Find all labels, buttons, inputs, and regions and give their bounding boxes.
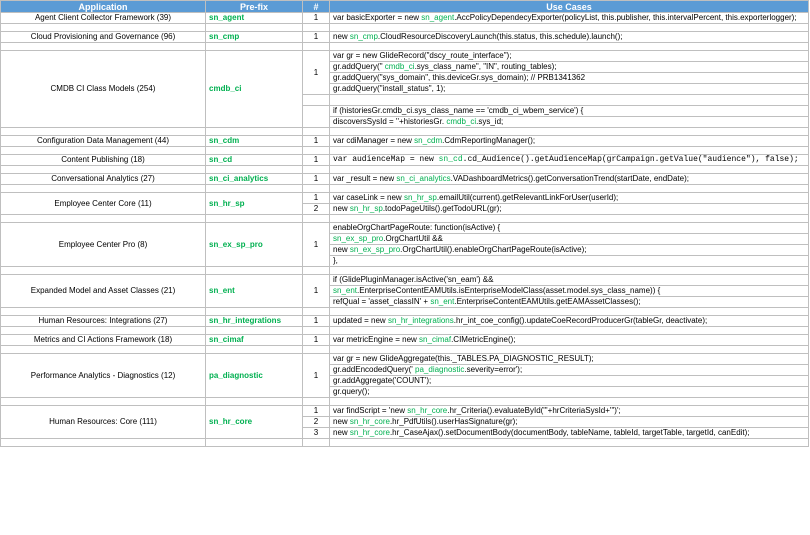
- spacer-cell: [206, 128, 303, 136]
- code-text: .AccPolicyDependecyExporter(policyList, this.publisher, this.intervalPercent, this.exporterlogger);: [454, 13, 797, 22]
- spacer-cell: [303, 147, 330, 155]
- spacer-cell: [330, 267, 809, 275]
- use-case-line: [330, 136, 809, 147]
- application-name: Human Resources: Integrations (27): [1, 316, 206, 327]
- prefix-cell: sn_cimaf: [206, 335, 303, 346]
- spacer-cell: [303, 24, 330, 32]
- use-case-number: 1: [303, 406, 330, 417]
- spacer-cell: [206, 267, 303, 275]
- spacer-cell: [330, 166, 809, 174]
- use-case-line: [330, 297, 809, 308]
- code-text: gr.query();: [333, 387, 370, 396]
- spacer-row: [1, 24, 809, 32]
- use-case-line: [330, 234, 809, 245]
- application-name: Cloud Provisioning and Governance (96): [1, 32, 206, 43]
- use-case-line: [330, 275, 809, 286]
- spacer-cell: [303, 308, 330, 316]
- use-case-number: 3: [303, 428, 330, 439]
- spacer-cell: [206, 346, 303, 354]
- code-text: var cdiManager = new: [333, 136, 415, 145]
- code-text: .cd_Audience().getAudienceMap(grCampaign.getValue("audience"), false);: [462, 155, 799, 164]
- spacer-cell: [1, 166, 206, 174]
- application-name: Content Publishing (18): [1, 155, 206, 166]
- spacer-cell: [1, 215, 206, 223]
- spacer-cell: [206, 398, 303, 406]
- code-text: updated = new: [333, 316, 388, 325]
- prefix-highlight: sn_agent: [421, 13, 455, 22]
- use-case-line: [330, 256, 809, 267]
- spacer-cell: [303, 185, 330, 193]
- code-text: .hr_int_coe_config().updateCoeRecordProducerGr(tableGr, deactivate);: [453, 316, 708, 325]
- use-case-number: 1: [303, 13, 330, 24]
- code-text: .EnterpriseContentEAMUtils.getEAMAssetClasses();: [454, 297, 641, 306]
- spacer-row: [1, 166, 809, 174]
- use-case-line: [330, 376, 809, 387]
- code-text: .sys_id;: [476, 117, 504, 126]
- prefix-cell: sn_hr_sp: [206, 193, 303, 215]
- spacer-cell: [330, 439, 809, 447]
- spacer-cell: [1, 128, 206, 136]
- use-case-line: [330, 174, 809, 185]
- spacer-row: [1, 346, 809, 354]
- code-text: },: [333, 256, 338, 265]
- table-row: [1, 335, 809, 346]
- use-case-line: [330, 286, 809, 297]
- spacer-row: [1, 267, 809, 275]
- code-text: if (GlidePluginManager.isActive('sn_eam') &&: [333, 275, 494, 284]
- spacer-cell: [330, 95, 809, 106]
- prefix-cell: sn_agent: [206, 13, 303, 24]
- spacer-cell: [1, 43, 206, 51]
- header-prefix: Pre-fix: [206, 1, 303, 13]
- use-case-line: [330, 245, 809, 256]
- spacer-cell: [330, 128, 809, 136]
- spacer-cell: [1, 24, 206, 32]
- spacer-cell: [303, 166, 330, 174]
- use-case-line: [330, 204, 809, 215]
- spacer-cell: [303, 95, 330, 106]
- header-row: [1, 1, 809, 13]
- table-row: [1, 406, 809, 417]
- spacer-cell: [330, 327, 809, 335]
- prefix-highlight: cmdb_ci: [446, 117, 477, 126]
- spacer-cell: [206, 185, 303, 193]
- spacer-row: [1, 308, 809, 316]
- code-text: new: [333, 417, 350, 426]
- prefix-cell: pa_diagnostic: [206, 354, 303, 398]
- spacer-row: [1, 439, 809, 447]
- spacer-cell: [303, 398, 330, 406]
- spacer-row: [1, 398, 809, 406]
- code-text: gr.addQuery("install_status", 1);: [333, 84, 446, 93]
- use-case-number: 1: [303, 32, 330, 43]
- code-text: discoversSysId = ''+historiesGr.: [333, 117, 447, 126]
- spacer-row: [1, 215, 809, 223]
- use-case-number: 2: [303, 417, 330, 428]
- prefix-cell: sn_hr_core: [206, 406, 303, 439]
- code-text: var findScript = 'new: [333, 406, 408, 415]
- use-case-line: [330, 193, 809, 204]
- code-text: gr.addQuery("sys_domain", this.deviceGr.sys_domain); // PRB1341362: [333, 73, 586, 82]
- spacer-cell: [1, 346, 206, 354]
- spacer-cell: [330, 398, 809, 406]
- spacer-row: [1, 327, 809, 335]
- prefix-highlight: cmdb_ci: [384, 62, 415, 71]
- header-application: Application: [1, 1, 206, 13]
- prefix-highlight: sn_cd: [438, 155, 463, 164]
- use-case-line: [330, 428, 809, 439]
- use-case-line: [330, 155, 809, 166]
- prefix-highlight: pa_diagnostic: [415, 365, 465, 374]
- table-row: [1, 136, 809, 147]
- spacer-cell: [330, 308, 809, 316]
- spacer-row: [1, 147, 809, 155]
- spacer-row: [1, 43, 809, 51]
- code-text: var gr = new GlideAggregate(this._TABLES.PA_DIAGNOSTIC_RESULT);: [333, 354, 594, 363]
- code-text: .hr_PdfUtils().userHasSignature(gr);: [389, 417, 518, 426]
- code-text: var audienceMap = new: [333, 155, 439, 164]
- use-case-number: 1: [303, 354, 330, 398]
- code-text: .OrgChartUtil &&: [383, 234, 443, 243]
- use-case-line: [330, 223, 809, 234]
- use-case-number: 1: [303, 223, 330, 267]
- spacer-cell: [1, 185, 206, 193]
- spacer-cell: [206, 308, 303, 316]
- table-row: [1, 13, 809, 24]
- prefix-cell: sn_cd: [206, 155, 303, 166]
- code-text: refQual = 'asset_classIN' +: [333, 297, 431, 306]
- table-row: [1, 174, 809, 185]
- code-text: .hr_Criteria().evaluateById("'+hrCriteriaSysId+'")';: [447, 406, 621, 415]
- spacer-cell: [303, 346, 330, 354]
- prefix-highlight: sn_cmp: [349, 32, 378, 41]
- spacer-cell: [330, 185, 809, 193]
- use-case-line: [330, 365, 809, 376]
- code-text: .CdmReportingManager();: [442, 136, 536, 145]
- use-case-number: 1: [303, 275, 330, 308]
- table-row: [1, 354, 809, 365]
- use-case-number: 1: [303, 335, 330, 346]
- prefix-highlight: sn_hr_sp: [349, 204, 383, 213]
- use-case-line: [330, 354, 809, 365]
- prefix-highlight: sn_ci_analytics: [396, 174, 451, 183]
- prefix-highlight: sn_ent: [333, 286, 358, 295]
- code-text: var metricEngine = new: [333, 335, 420, 344]
- prefix-cell: cmdb_ci: [206, 51, 303, 128]
- application-name: Configuration Data Management (44): [1, 136, 206, 147]
- application-name: Performance Analytics - Diagnostics (12): [1, 354, 206, 398]
- prefix-cell: sn_cdm: [206, 136, 303, 147]
- prefix-cell: sn_hr_integrations: [206, 316, 303, 327]
- spacer-cell: [303, 267, 330, 275]
- code-text: new: [333, 245, 350, 254]
- table-row: [1, 275, 809, 286]
- use-case-line: [330, 51, 809, 62]
- prefix-highlight: sn_ex_sp_pro: [349, 245, 401, 254]
- code-text: var gr = new GlideRecord("dscy_route_interface");: [333, 51, 512, 60]
- spacer-row: [1, 185, 809, 193]
- code-text: .CIMetricEngine();: [451, 335, 516, 344]
- header-num: #: [303, 1, 330, 13]
- use-case-line: [330, 316, 809, 327]
- use-case-number: 1: [303, 155, 330, 166]
- table-row: [1, 155, 809, 166]
- spacer-cell: [330, 215, 809, 223]
- table-row: [1, 51, 809, 62]
- spacer-cell: [1, 147, 206, 155]
- code-text: var _result = new: [333, 174, 397, 183]
- application-name: CMDB CI Class Models (254): [1, 51, 206, 128]
- application-name: Agent Client Collector Framework (39): [1, 13, 206, 24]
- code-text: new: [333, 204, 350, 213]
- code-text: var caseLink = new: [333, 193, 404, 202]
- spacer-cell: [1, 267, 206, 275]
- spacer-cell: [206, 43, 303, 51]
- code-text: .severity=error');: [464, 365, 523, 374]
- use-case-number: 2: [303, 204, 330, 215]
- spacer-cell: [303, 439, 330, 447]
- prefix-highlight: sn_cdm: [414, 136, 443, 145]
- use-case-number: [303, 106, 330, 128]
- spacer-cell: [206, 24, 303, 32]
- use-case-number: 1: [303, 51, 330, 95]
- use-case-line: [330, 406, 809, 417]
- use-case-line: [330, 417, 809, 428]
- use-case-line: [330, 106, 809, 117]
- code-text: gr.addQuery(": [333, 62, 385, 71]
- spacer-cell: [206, 439, 303, 447]
- use-case-line: [330, 387, 809, 398]
- table-row: [1, 193, 809, 204]
- code-text: new: [333, 32, 350, 41]
- use-case-number: 1: [303, 174, 330, 185]
- spacer-cell: [330, 147, 809, 155]
- prefix-highlight: sn_ex_sp_pro: [333, 234, 384, 243]
- table-row: [1, 316, 809, 327]
- code-text: var basicExporter = new: [333, 13, 422, 22]
- prefix-highlight: sn_ent: [430, 297, 455, 306]
- prefix-highlight: sn_hr_integrations: [387, 316, 454, 325]
- prefix-cell: sn_ent: [206, 275, 303, 308]
- code-text: .emailUtil(current).getRelevantLinkForUser(userId);: [436, 193, 619, 202]
- prefix-highlight: sn_hr_core: [407, 406, 448, 415]
- use-case-number: 1: [303, 136, 330, 147]
- spacer-cell: [1, 439, 206, 447]
- spacer-cell: [330, 43, 809, 51]
- spacer-cell: [206, 327, 303, 335]
- use-case-line: [330, 335, 809, 346]
- code-text: enableOrgChartPageRoute: function(isActive) {: [333, 223, 501, 232]
- use-case-line: [330, 117, 809, 128]
- use-case-line: [330, 84, 809, 95]
- spacer-cell: [303, 327, 330, 335]
- table-row: [1, 32, 809, 43]
- spacer-cell: [1, 308, 206, 316]
- code-text: if (historiesGr.cmdb_ci.sys_class_name == 'cmdb_ci_wbem_service') {: [333, 106, 584, 115]
- spacer-cell: [1, 398, 206, 406]
- spacer-cell: [330, 346, 809, 354]
- use-case-line: [330, 32, 809, 43]
- code-text: .hr_CaseAjax().setDocumentBody(documentBody, tableName, tableId, targetTable, targetId, canEdit);: [389, 428, 750, 437]
- spacer-cell: [303, 128, 330, 136]
- use-case-line: [330, 62, 809, 73]
- application-name: Metrics and CI Actions Framework (18): [1, 335, 206, 346]
- application-name: Conversational Analytics (27): [1, 174, 206, 185]
- table-body: [1, 13, 809, 447]
- use-case-number: 1: [303, 316, 330, 327]
- code-text: .VADashboardMetrics().getConversationTrend(startDate, endDate);: [450, 174, 689, 183]
- prefix-highlight: sn_hr_sp: [403, 193, 437, 202]
- prefix-cell: sn_ex_sp_pro: [206, 223, 303, 267]
- spacer-cell: [206, 147, 303, 155]
- spacer-cell: [330, 24, 809, 32]
- code-text: .sys_class_name", "IN", routing_tables);: [414, 62, 557, 71]
- application-name: Human Resources: Core (111): [1, 406, 206, 439]
- code-text: .CloudResourceDiscoveryLaunch(this.status, this.schedule).launch();: [377, 32, 623, 41]
- use-case-line: [330, 73, 809, 84]
- code-text: new: [333, 428, 350, 437]
- prefix-highlight: sn_hr_core: [349, 417, 390, 426]
- code-text: .todoPageUtils().getTodoURL(gr);: [382, 204, 502, 213]
- spacer-cell: [206, 166, 303, 174]
- code-text: .EnterpriseContentEAMUtils.isEnterpriseModelClass(asset.model.sys_class_name)) {: [357, 286, 661, 295]
- spacer-cell: [1, 327, 206, 335]
- spacer-cell: [206, 215, 303, 223]
- header-use-cases: Use Cases: [330, 1, 809, 13]
- use-case-number: 1: [303, 193, 330, 204]
- spacer-cell: [303, 215, 330, 223]
- code-text: .OrgChartUtil().enableOrgChartPageRoute(isActive);: [400, 245, 587, 254]
- application-name: Expanded Model and Asset Classes (21): [1, 275, 206, 308]
- table-row: [1, 223, 809, 234]
- prefix-cell: sn_cmp: [206, 32, 303, 43]
- prefix-highlight: sn_hr_core: [349, 428, 390, 437]
- prefix-highlight: sn_cimaf: [419, 335, 452, 344]
- code-text: gr.addEncodedQuery(': [333, 365, 416, 374]
- prefix-cell: sn_ci_analytics: [206, 174, 303, 185]
- spacer-cell: [303, 43, 330, 51]
- code-text: gr.addAggregate('COUNT');: [333, 376, 432, 385]
- spacer-row: [1, 128, 809, 136]
- application-name: Employee Center Core (11): [1, 193, 206, 215]
- use-case-line: [330, 13, 809, 24]
- application-name: Employee Center Pro (8): [1, 223, 206, 267]
